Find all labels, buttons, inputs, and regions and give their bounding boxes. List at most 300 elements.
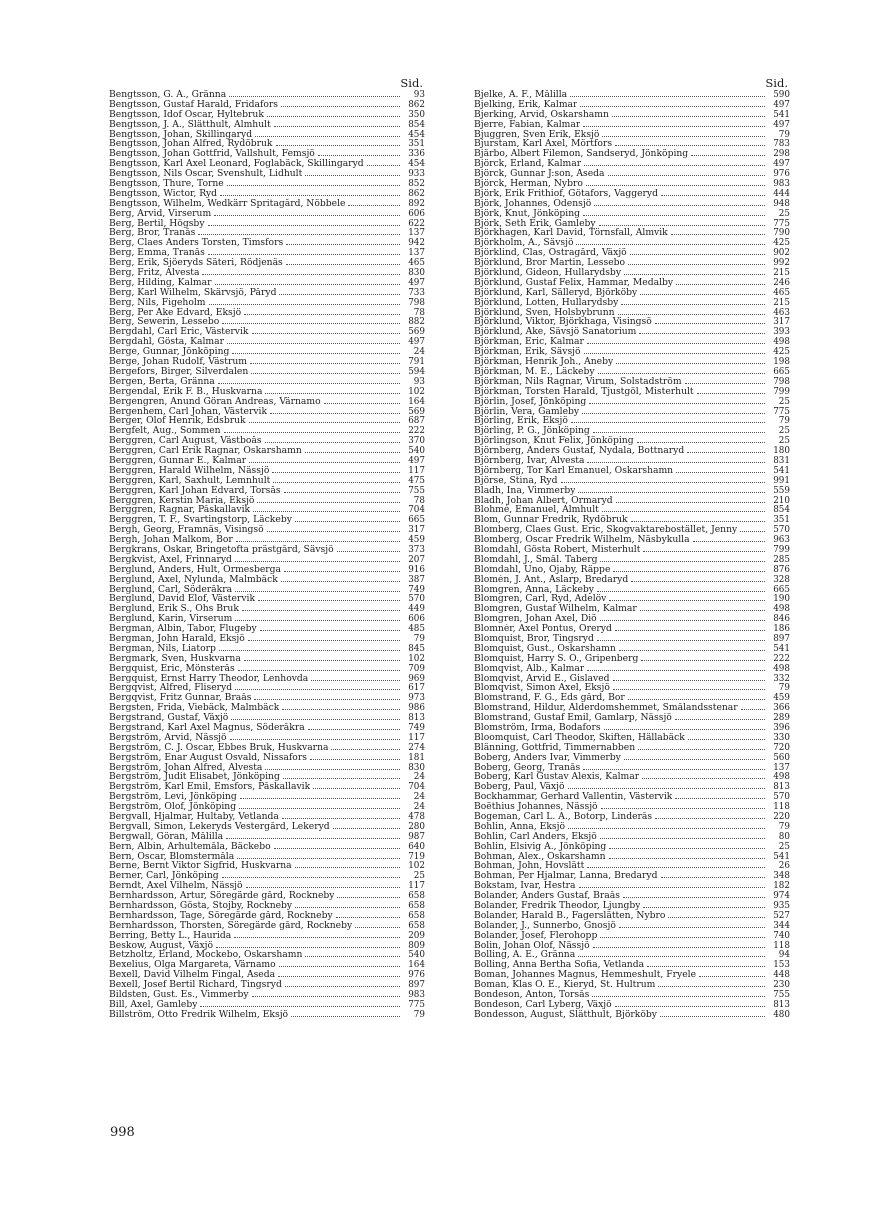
entry-name: Blomgren, Anna, Läckeby [474, 584, 594, 595]
entry-page: 709 [408, 663, 425, 674]
entry-name: Bjelking, Erik, Kalmar [474, 99, 578, 110]
entry-name: Berg, Karl Wilhelm, Skärvsjö, Påryd [109, 287, 277, 298]
index-entry [474, 852, 790, 862]
index-entry [474, 120, 790, 130]
entry-name: Bengtsson, Wictor, Ryd [109, 188, 218, 199]
index-entry [474, 130, 790, 140]
index-entry [109, 436, 425, 446]
leader-dots [236, 535, 400, 542]
index-entry [474, 772, 790, 782]
page-number: 998 [110, 1125, 135, 1140]
entry-name: Bolander, Anders Gustaf, Braås [474, 891, 620, 902]
index-entry [109, 634, 425, 644]
index-entry [474, 674, 790, 684]
leader-dots [310, 753, 400, 760]
entry-name: Björkman, M. E., Läckeby [474, 366, 595, 377]
leader-dots [295, 515, 400, 522]
entry-page: 640 [408, 841, 425, 852]
entry-name: Björklund, Viktor, Björkhaga, Visingsö [474, 317, 652, 328]
index-entry [474, 219, 790, 229]
index-entry [109, 990, 425, 1000]
entry-name: Berg, Emma, Tranås [109, 248, 205, 259]
entry-page: 328 [773, 574, 790, 585]
entry-page: 876 [773, 564, 790, 575]
entry-name: Bengtsson, Johan, Skillingaryd [109, 129, 253, 140]
entry-page: 498 [773, 772, 790, 783]
entry-page: 317 [408, 525, 425, 536]
entry-name: Bergmark, Sven, Huskvarna [109, 653, 241, 664]
entry-name: Bolander, Fredrik Theodor, Ljungby [474, 901, 641, 911]
leader-dots [235, 683, 400, 690]
entry-name: Bergenhem, Carl Johan, Västervik [109, 406, 268, 417]
entry-page: 854 [773, 505, 790, 516]
leader-dots [584, 347, 765, 354]
leader-dots [602, 130, 765, 137]
leader-dots [235, 614, 400, 621]
entry-name: Bergström, Enar August Osvald, Nissafors [109, 752, 307, 763]
leader-dots [260, 624, 400, 631]
leader-dots [202, 268, 400, 275]
index-entry [109, 1010, 425, 1020]
index-entry [109, 733, 425, 743]
entry-name: Bjärbo, Albert Filemon, Sandseryd, Jönköping [474, 149, 689, 160]
entry-page: 24 [413, 772, 425, 783]
entry-name: Bill, Axel, Gamleby [109, 999, 198, 1010]
entry-name: Berggren, Gunnar E., Kalmar [109, 455, 247, 466]
entry-page: 79 [778, 821, 790, 832]
entry-name: Björkman, Eric, Kalmar [474, 337, 584, 348]
entry-page: 831 [773, 455, 790, 466]
entry-name: Bergh, Johan Malkom, Bor [109, 535, 233, 545]
index-entry [474, 812, 790, 822]
entry-name: Björlin, Josef, Jönköping [474, 396, 587, 407]
entry-name: Bergström, Johan Alfred, Alvesta [109, 762, 263, 773]
entry-name: Berggren, Karl, Saxhult, Lemnhult [109, 475, 271, 486]
entry-page: 396 [773, 723, 790, 733]
entry-page: 755 [773, 990, 790, 1001]
leader-dots [609, 594, 765, 601]
leader-dots [623, 891, 765, 898]
index-entry [474, 486, 790, 496]
entry-page: 976 [773, 169, 790, 180]
index-entry [474, 308, 790, 318]
entry-page: 497 [773, 119, 790, 130]
index-entry [109, 298, 425, 308]
entry-page: 749 [408, 584, 425, 595]
entry-name: Bern, Oscar, Blomstermåla [109, 851, 235, 862]
entry-page: 425 [773, 347, 790, 358]
left-entry-list [109, 90, 425, 1020]
entry-name: Bondeson, Anton, Torsås [474, 990, 590, 1000]
entry-page: 497 [773, 159, 790, 170]
index-entry [109, 347, 425, 357]
entry-page: 198 [773, 357, 790, 368]
leader-dots [331, 743, 400, 750]
entry-page: 813 [773, 999, 790, 1010]
leader-dots [598, 367, 765, 374]
index-entry [474, 377, 790, 387]
entry-page: 798 [408, 297, 425, 308]
index-entry [474, 782, 790, 792]
entry-page: 370 [408, 436, 425, 447]
index-entry [109, 327, 425, 337]
entry-name: Boman, Johannes Magnus, Hemmeshult, Fryele [474, 970, 697, 981]
entry-name: Björck, Herman, Nybro [474, 179, 583, 189]
leader-dots [568, 822, 765, 829]
entry-name: Berglund, Axel, Nylunda, Malmbäck [109, 574, 278, 585]
entry-name: Bergstrand, Karl Axel Magnus, Söderåkra [109, 723, 305, 733]
index-entry [474, 189, 790, 199]
index-entry [474, 268, 790, 278]
entry-page: 569 [408, 406, 425, 417]
entry-name: Björck, Gunnar J:son, Åseda [474, 169, 605, 180]
entry-page: 658 [408, 901, 425, 912]
entry-page: 775 [773, 218, 790, 229]
entry-page: 164 [408, 396, 425, 407]
leader-dots [637, 436, 765, 443]
leader-dots [284, 486, 400, 493]
leader-dots [593, 941, 765, 948]
leader-dots [624, 268, 765, 275]
entry-name: Bergström, Karl Emil, Emsfors, Påskallavik [109, 782, 311, 793]
index-entry [474, 842, 790, 852]
entry-name: Berge, Gunnar, Jönköping [109, 347, 230, 358]
index-entry [474, 703, 790, 713]
entry-page: 862 [408, 188, 425, 199]
entry-page: 658 [408, 891, 425, 902]
entry-page: 387 [408, 574, 425, 585]
leader-dots [578, 950, 765, 957]
entry-page: 983 [773, 179, 790, 190]
entry-name: Björklund, Gustaf Felix, Hammar, Medalby [474, 277, 674, 288]
leader-dots [628, 693, 765, 700]
entry-page: 497 [408, 277, 425, 288]
entry-page: 892 [408, 198, 425, 209]
index-entry [109, 822, 425, 832]
entry-name: Bergkvist, Axel, Frinnaryd [109, 554, 232, 565]
entry-name: Björklund, Sven, Holsbybrunn [474, 307, 615, 318]
entry-page: 973 [408, 693, 425, 704]
entry-page: 79 [778, 683, 790, 694]
entry-name: Berglund, David Elof, Västervik [109, 594, 256, 605]
leader-dots [593, 426, 765, 433]
index-entry [474, 753, 790, 763]
entry-name: Björnberg, Anders Gustaf, Nydala, Bottnaryd [474, 446, 685, 456]
entry-page: 755 [408, 485, 425, 496]
entry-page: 190 [773, 594, 790, 605]
leader-dots [348, 199, 400, 206]
entry-page: 541 [773, 465, 790, 476]
index-entry [109, 268, 425, 278]
entry-name: Björlin, Vera, Gamleby [474, 406, 580, 417]
leader-dots [229, 90, 400, 97]
index-entry [109, 496, 425, 506]
index-entry [474, 100, 790, 110]
leader-dots [600, 555, 765, 562]
index-entry [474, 446, 790, 456]
entry-page: 182 [773, 881, 790, 892]
index-entry [474, 159, 790, 169]
leader-dots [198, 228, 400, 235]
index-entry [109, 476, 425, 486]
leader-dots [616, 496, 765, 503]
entry-page: 665 [408, 515, 425, 526]
entry-name: Blohmé, Emanuel, Älmhult [474, 505, 599, 516]
leader-dots [305, 446, 400, 453]
entry-page: 280 [408, 821, 425, 832]
entry-name: Berggren, T. F., Svartingstorp, Läckeby [109, 515, 292, 526]
leader-dots [222, 871, 400, 878]
index-entry [474, 901, 790, 911]
index-entry [474, 634, 790, 644]
entry-page: 117 [408, 465, 425, 476]
leader-dots [676, 466, 765, 473]
entry-name: Bengtsson, G. A., Gränna [109, 90, 227, 100]
entry-name: Bergstrand, Gustaf, Växjö [109, 713, 229, 724]
index-entry [474, 199, 790, 209]
leader-dots [612, 110, 765, 117]
index-entry [109, 179, 425, 189]
index-entry [109, 258, 425, 268]
index-entry [109, 110, 425, 120]
leader-dots [685, 377, 765, 384]
entry-name: Bloomquist, Carl Theodor, Skiften, Hällabäck [474, 732, 685, 743]
entry-name: Bergström, Olof, Jönköping [109, 802, 237, 813]
entry-page: 830 [408, 762, 425, 773]
index-entry [109, 931, 425, 941]
entry-name: Bengtsson, Nils Oscar, Svenshult, Lidhult [109, 169, 303, 180]
entry-name: Berg, Nils, Figeholm [109, 297, 206, 308]
leader-dots [615, 624, 765, 631]
index-entry [109, 911, 425, 921]
entry-page: 852 [408, 179, 425, 190]
entry-page: 285 [773, 554, 790, 565]
index-entry [474, 298, 790, 308]
leader-dots [618, 308, 765, 315]
index-entry [474, 476, 790, 486]
entry-page: 916 [408, 564, 425, 575]
index-entry [109, 842, 425, 852]
leader-dots [613, 565, 765, 572]
entry-page: 93 [413, 90, 425, 100]
index-entry [474, 169, 790, 179]
entry-name: Bohlin, Elsivig A., Jönköping [474, 841, 607, 852]
leader-dots [282, 812, 400, 819]
entry-page: 215 [773, 297, 790, 308]
leader-dots [355, 921, 400, 928]
entry-page: 498 [773, 337, 790, 348]
index-entry [109, 723, 425, 733]
entry-name: Björnberg, Ivar, Alvesta [474, 455, 585, 466]
entry-page: 94 [778, 950, 790, 961]
entry-name: Bergendal, Erik F. B., Huskvarna [109, 386, 263, 397]
entry-name: Berg, Fritz, Alvesta [109, 268, 200, 278]
entry-page: 799 [773, 386, 790, 397]
entry-page: 246 [773, 277, 790, 288]
entry-page: 933 [408, 169, 425, 180]
entry-name: Bjuggren, Sven Erik, Eksjö [474, 129, 600, 140]
leader-dots [252, 327, 401, 334]
entry-page: 393 [773, 327, 790, 338]
leader-dots [286, 258, 400, 265]
index-entry [109, 100, 425, 110]
entry-page: 897 [408, 980, 425, 991]
index-entry [109, 921, 425, 931]
entry-name: Bergman, Albin, Tabor, Flugeby [109, 624, 257, 634]
leader-dots [687, 446, 765, 453]
entry-name: Bondeson, Carl Lyberg, Växjö [474, 999, 612, 1010]
leader-dots [324, 397, 400, 404]
leader-dots [631, 515, 765, 522]
entry-name: Bengtsson, Idof Oscar, Hyltebruk [109, 109, 264, 120]
entry-page: 992 [773, 258, 790, 269]
index-entry [109, 130, 425, 140]
entry-page: 351 [773, 515, 790, 526]
entry-name: Bergquist, Eric, Mönsterås [109, 663, 235, 674]
entry-name: Bohman, Per Hjalmar, Lanna, Bredaryd [474, 871, 658, 882]
leader-dots [740, 525, 765, 532]
entry-name: Bengtsson, Johan Gottfrid, Vallshult, Femsjö [109, 149, 315, 160]
index-entry [474, 397, 790, 407]
entry-name: Björkman, Henrik Joh., Aneby [474, 357, 614, 367]
index-entry [474, 881, 790, 891]
index-entry [109, 713, 425, 723]
entry-name: Berggren, Carl Erik Ragnar, Oskarshamn [109, 446, 302, 456]
entry-name: Bernhardsson, Artur, Söregärde gård, Rockneby [109, 891, 335, 902]
right-column [474, 76, 790, 1020]
entry-name: Beskow, August, Växjö [109, 940, 214, 951]
entry-page: 882 [408, 317, 425, 328]
index-entry [474, 980, 790, 990]
leader-dots [216, 941, 400, 948]
index-entry [109, 387, 425, 397]
entry-page: 527 [773, 910, 790, 921]
leader-dots [227, 337, 400, 344]
entry-page: 478 [408, 812, 425, 823]
entry-name: Blomqvist, Alb., Kalmar [474, 663, 585, 674]
entry-name: Berglund, Carl, Söderåkra [109, 584, 233, 595]
entry-page: 541 [773, 851, 790, 862]
index-entry [474, 535, 790, 545]
index-entry [474, 733, 790, 743]
entry-name: Bjurstam, Karl Axel, Mörtfors [474, 139, 613, 150]
index-entry [474, 654, 790, 664]
entry-name: Blomgren, Carl, Ryd, Adelöv [474, 594, 607, 605]
entry-name: Blomdahl, Uno, Öjaby, Räppe [474, 564, 611, 575]
entry-name: Bolander, J., Sunnerbo, Gnosjö [474, 920, 616, 931]
index-entry [474, 931, 790, 941]
index-entry [109, 782, 425, 792]
leader-dots [308, 723, 400, 730]
leader-dots [285, 980, 400, 987]
leader-dots [274, 842, 400, 849]
entry-page: 570 [773, 525, 790, 536]
entry-name: Berner, Carl, Jönköping [109, 871, 219, 882]
entry-page: 991 [773, 475, 790, 486]
entry-page: 775 [773, 406, 790, 417]
entry-name: Bengtsson, Gustaf Harald, Fridafors [109, 99, 278, 110]
entry-name: Blomquist, Harry S. O., Gripenberg [474, 653, 639, 664]
leader-dots [219, 644, 400, 651]
sid-header: Sid. [765, 76, 788, 90]
leader-dots [231, 713, 400, 720]
entry-page: 497 [408, 455, 425, 466]
entry-page: 137 [408, 248, 425, 259]
entry-name: Björck, Erland, Kalmar [474, 159, 582, 170]
index-entry [109, 763, 425, 773]
entry-name: Boëthius Johannes, Nässjö [474, 802, 598, 813]
leader-dots [258, 594, 400, 601]
leader-dots [208, 248, 400, 255]
index-entry [474, 337, 790, 347]
entry-page: 180 [773, 446, 790, 457]
index-entry [474, 525, 790, 535]
index-entry [109, 614, 425, 624]
leader-dots [232, 347, 400, 354]
entry-name: Bergqvist, Fritz Gunnar, Braås [109, 693, 252, 704]
entry-page: 480 [773, 1009, 790, 1020]
entry-page: 102 [408, 861, 425, 872]
entry-page: 799 [773, 544, 790, 555]
leader-dots [215, 278, 400, 285]
entry-page: 220 [773, 812, 790, 823]
index-entry [109, 861, 425, 871]
entry-page: 942 [408, 238, 425, 249]
index-entry [474, 238, 790, 248]
entry-page: 658 [408, 910, 425, 921]
index-entry [474, 950, 790, 960]
index-entry [474, 723, 790, 733]
leader-dots [209, 298, 400, 305]
entry-page: 373 [408, 544, 425, 555]
entry-page: 606 [408, 208, 425, 219]
leader-dots [619, 644, 765, 651]
entry-name: Björkman, Nils Ragnar, Virum, Solstadström [474, 376, 682, 387]
entry-page: 289 [773, 713, 790, 724]
index-entry [474, 496, 790, 506]
index-entry [109, 871, 425, 881]
entry-name: Blom, Gunnar Fredrik, Rydöbruk [474, 515, 628, 526]
leader-dots [265, 387, 400, 394]
index-entry [109, 357, 425, 367]
index-entry [474, 555, 790, 565]
index-entry [474, 575, 790, 585]
entry-page: 25 [778, 208, 790, 219]
index-entry [109, 90, 425, 100]
leader-dots [643, 901, 765, 908]
leader-dots [242, 604, 400, 611]
index-entry [474, 179, 790, 189]
leader-dots [278, 970, 400, 977]
index-entry [109, 594, 425, 604]
leader-dots [661, 189, 765, 196]
index-entry [109, 139, 425, 149]
index-entry [109, 960, 425, 970]
index-entry [474, 288, 790, 298]
leader-dots [642, 772, 765, 779]
entry-page: 454 [408, 129, 425, 140]
index-entry [109, 505, 425, 515]
leader-dots [599, 219, 765, 226]
leader-dots [647, 960, 765, 967]
entry-name: Blänning, Gottfrid, Timmernabben [474, 742, 636, 753]
entry-page: 118 [773, 802, 790, 813]
leader-dots [587, 456, 765, 463]
entry-name: Bolling, A. E., Gränna [474, 950, 576, 961]
leader-dots [579, 881, 765, 888]
entry-name: Bernhardsson, Tage, Söregärde gård, Rockneby [109, 910, 333, 921]
entry-name: Bexelius, Olga Margareta, Värnamo [109, 960, 276, 971]
